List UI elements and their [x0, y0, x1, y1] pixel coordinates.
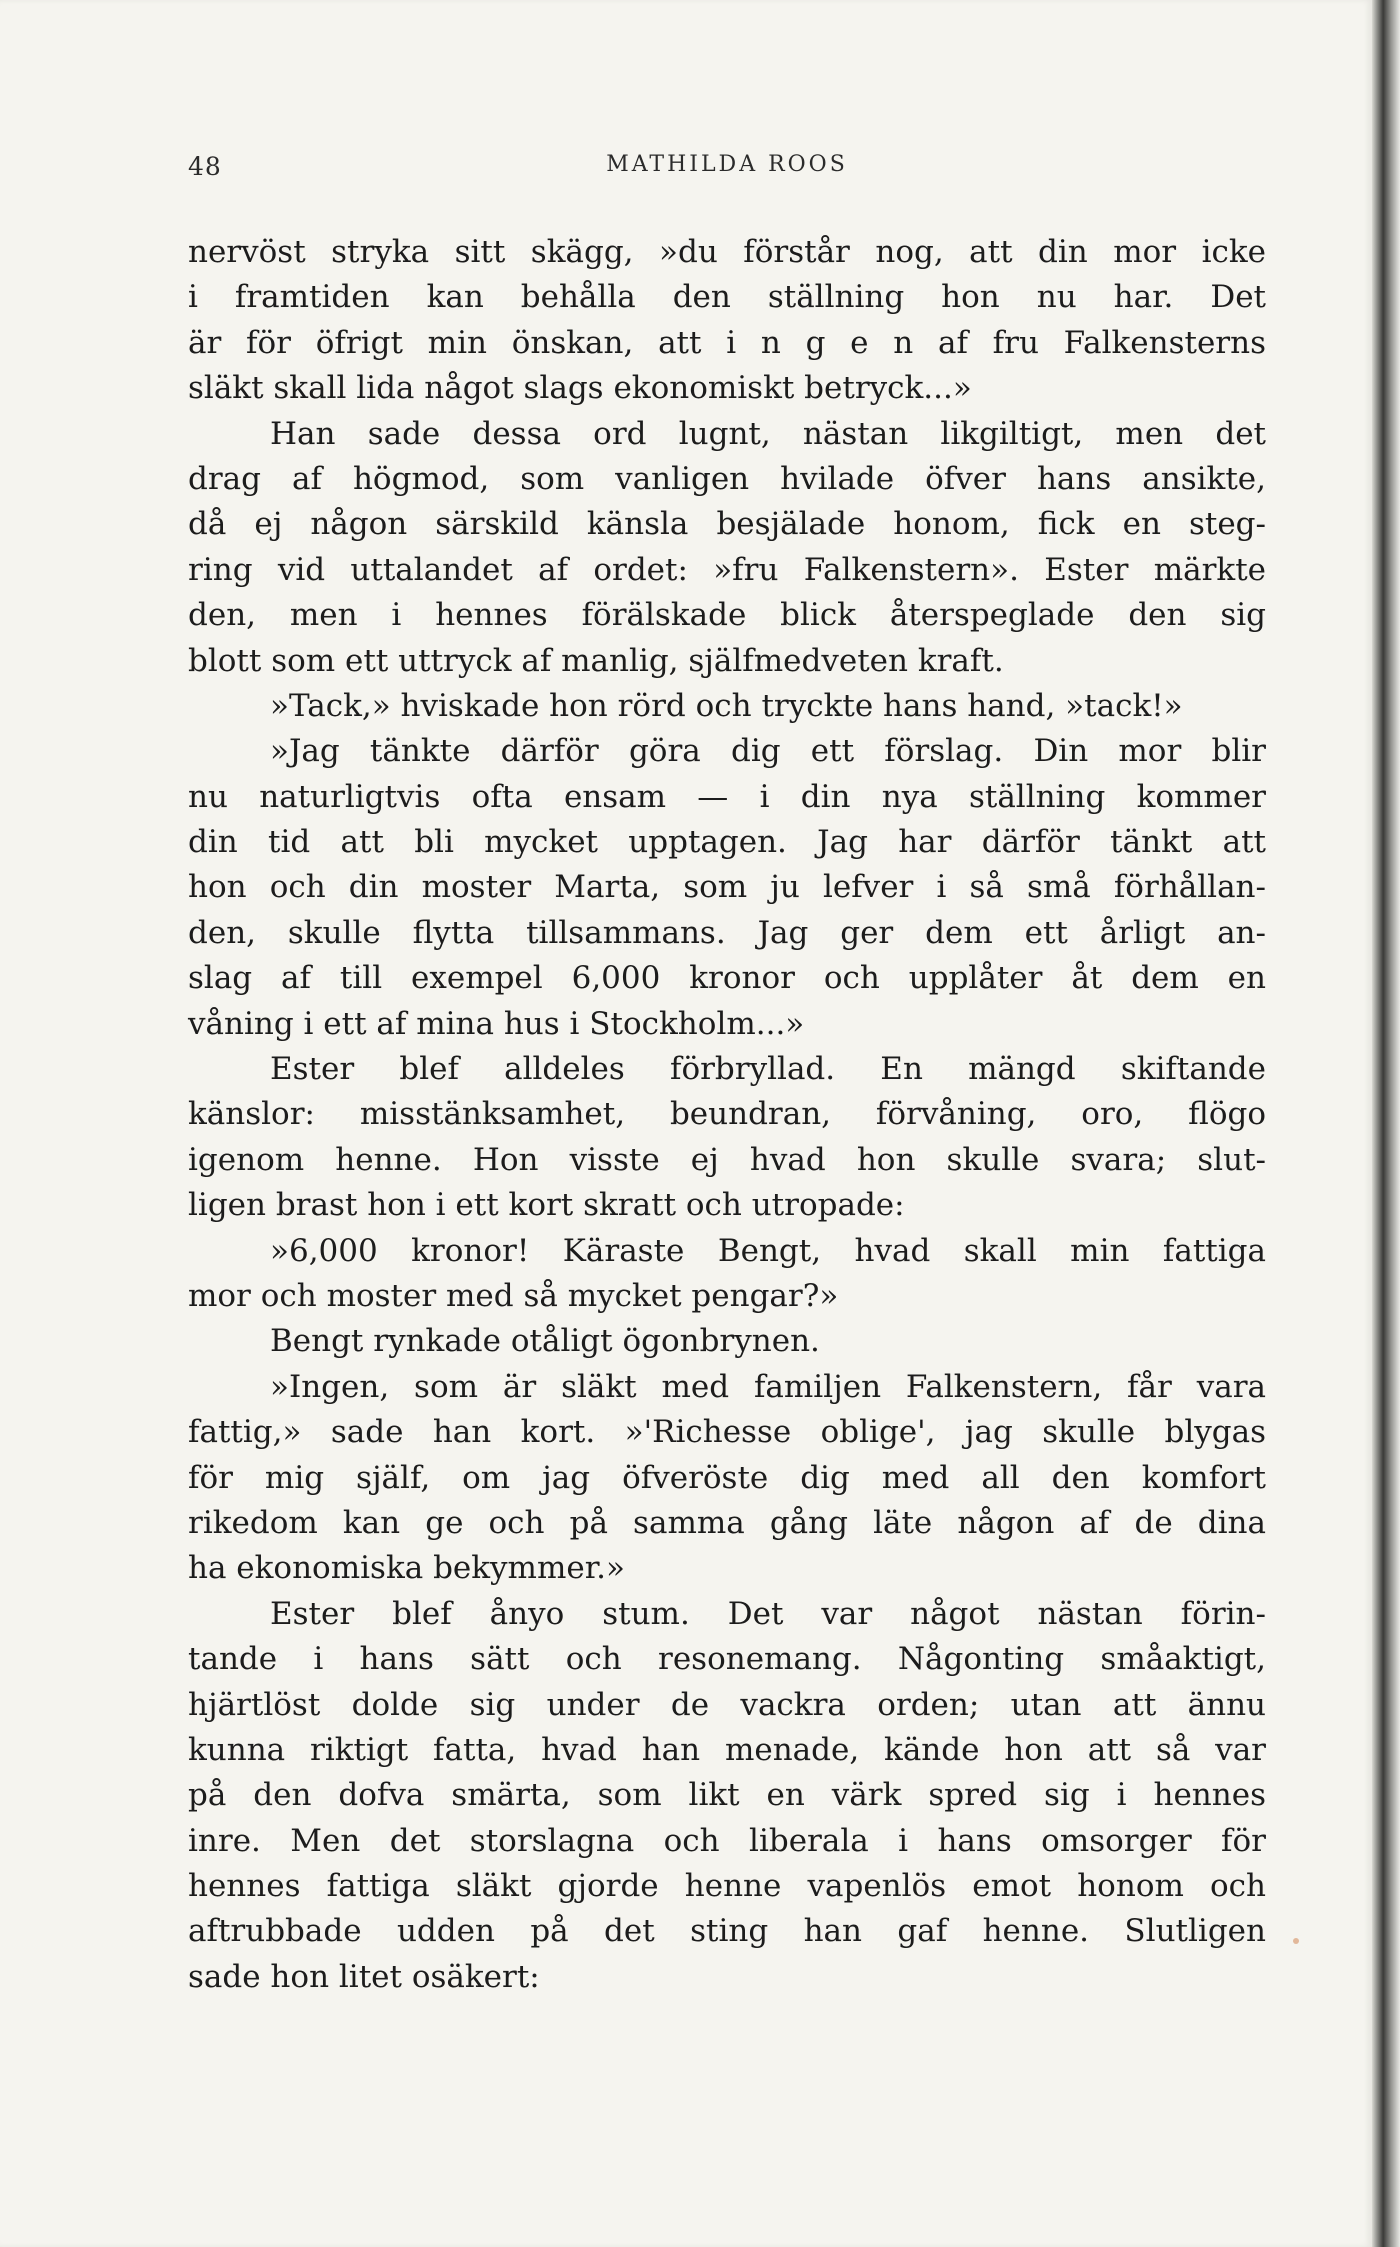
body-text — [188, 230, 1266, 2000]
text-line: då ej någon särskild känsla besjälade honom, fick en steg- — [188, 506, 1266, 543]
text-line: »Jag tänkte därför göra dig ett förslag. Din mor blir — [270, 733, 1266, 770]
text-line: ring vid uttalandet af ordet: »fru Falkenstern». Ester märkte — [188, 551, 1266, 588]
text-line: hjärtlöst dolde sig under de vackra orden; utan att ännu — [188, 1686, 1266, 1723]
text-line: rikedom kan ge och på samma gång läte någon af de dina — [188, 1504, 1266, 1541]
page-edge — [1372, 0, 1400, 2247]
text-line: Ester blef alldeles förbryllad. En mängd skiftande — [270, 1051, 1266, 1088]
text-line: slag af till exempel 6,000 kronor och upplåter åt dem en — [188, 960, 1266, 997]
text-line: Bengt rynkade otåligt ögonbrynen. — [270, 1323, 820, 1360]
text-line: »Ingen, som är släkt med familjen Falkenstern, får vara — [270, 1368, 1266, 1405]
text-line: hon och din moster Marta, som ju lefver i så små förhållan- — [188, 869, 1266, 906]
text-line: sade hon litet osäkert: — [188, 1958, 540, 1995]
text-line: för mig själf, om jag öfveröste dig med all den komfort — [188, 1459, 1266, 1496]
text-line: tande i hans sätt och resonemang. Någonting småaktigt, — [188, 1641, 1266, 1678]
text-line: fattig,» sade han kort. »'Richesse oblige', jag skulle blygas — [188, 1414, 1266, 1451]
text-line: aftrubbade udden på det sting han gaf henne. Slutligen — [188, 1913, 1266, 1950]
text-line: släkt skall lida något slags ekonomiskt betryck...» — [188, 370, 972, 407]
text-line: igenom henne. Hon visste ej hvad hon skulle svara; slut- — [188, 1141, 1266, 1178]
text-line: den, skulle flytta tillsammans. Jag ger dem ett årligt an- — [188, 914, 1266, 951]
text-line: ha ekonomiska bekymmer.» — [188, 1550, 625, 1587]
text-line: »6,000 kronor! Käraste Bengt, hvad skall min fattiga — [270, 1232, 1266, 1269]
text-line: »Tack,» hviskade hon rörd och tryckte hans hand, »tack!» — [270, 687, 1183, 724]
page-header — [188, 152, 1266, 192]
text-line: blott som ett uttryck af manlig, själfmedveten kraft. — [188, 642, 1004, 679]
text-line: känslor: misstänksamhet, beundran, förvåning, oro, flögo — [188, 1096, 1266, 1133]
text-line: Han sade dessa ord lugnt, nästan likgiltigt, men det — [270, 415, 1266, 452]
text-line: kunna riktigt fatta, hvad han menade, kände hon att så var — [188, 1731, 1266, 1768]
text-line: i framtiden kan behålla den ställning hon nu har. Det — [188, 279, 1266, 316]
text-line: hennes fattiga släkt gjorde henne vapenlös emot honom och — [188, 1868, 1266, 1905]
text-line: din tid att bli mycket upptagen. Jag har därför tänkt att — [188, 824, 1266, 861]
text-line: den, men i hennes förälskade blick återspeglade den sig — [188, 597, 1266, 634]
page-number: 48 — [188, 152, 222, 181]
text-line: på den dofva smärta, som likt en värk spred sig i hennes — [188, 1777, 1266, 1814]
text-line: våning i ett af mina hus i Stockholm...» — [188, 1005, 805, 1042]
text-line: mor och moster med så mycket pengar?» — [188, 1277, 839, 1314]
text-line: nervöst stryka sitt skägg, »du förstår nog, att din mor icke — [188, 234, 1266, 270]
text-line: Ester blef ånyo stum. Det var något nästan förin- — [270, 1595, 1266, 1632]
text-line: inre. Men det storslagna och liberala i hans omsorger för — [188, 1822, 1266, 1859]
text-line: är för öfrigt min önskan, att i n g e n af fru Falkensterns — [188, 324, 1266, 361]
text-line: drag af högmod, som vanligen hvilade öfver hans ansikte, — [188, 460, 1266, 497]
text-line: nu naturligtvis ofta ensam — i din nya ställning kommer — [188, 778, 1266, 815]
running-head: MATHILDA ROOS — [606, 152, 848, 177]
text-line: ligen brast hon i ett kort skratt och utropade: — [188, 1187, 905, 1224]
paper-speck — [1293, 1938, 1299, 1944]
